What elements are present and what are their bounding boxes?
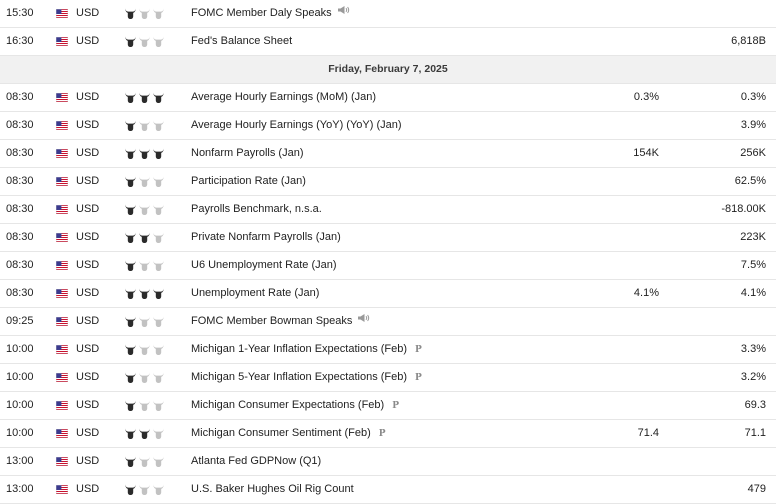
event-time: 08:30 bbox=[6, 91, 34, 103]
importance-rating bbox=[124, 231, 165, 244]
event-actual bbox=[560, 28, 659, 55]
bull-icon bbox=[124, 231, 137, 244]
importance-rating bbox=[124, 315, 165, 328]
event-time: 09:25 bbox=[6, 315, 34, 327]
event-name-cell[interactable] bbox=[191, 336, 422, 363]
bull-icon bbox=[138, 35, 151, 48]
bull-icon bbox=[138, 455, 151, 468]
event-currency: USD bbox=[76, 455, 100, 467]
event-name-cell[interactable] bbox=[191, 252, 337, 279]
bull-icon bbox=[124, 399, 137, 412]
event-actual bbox=[560, 392, 659, 419]
bull-icon bbox=[124, 35, 137, 48]
event-name-cell[interactable] bbox=[191, 476, 354, 503]
event-name[interactable]: FOMC Member Bowman Speaks bbox=[191, 315, 353, 327]
us-flag-icon bbox=[56, 177, 68, 186]
event-time: 08:30 bbox=[6, 175, 34, 187]
event-name-cell[interactable] bbox=[191, 28, 292, 55]
us-flag-icon bbox=[56, 93, 68, 102]
bull-icon bbox=[152, 315, 165, 328]
event-time: 08:30 bbox=[6, 203, 34, 215]
bull-icon bbox=[124, 91, 137, 104]
event-currency: USD bbox=[76, 7, 100, 19]
bull-icon bbox=[124, 7, 137, 20]
event-time: 08:30 bbox=[6, 231, 34, 243]
importance-rating bbox=[124, 371, 165, 384]
event-name[interactable]: Michigan Consumer Expectations (Feb) bbox=[191, 399, 385, 411]
bull-icon bbox=[124, 343, 137, 356]
event-row[interactable] bbox=[0, 0, 776, 28]
bull-icon bbox=[124, 147, 137, 160]
event-row[interactable] bbox=[0, 84, 776, 112]
event-time: 10:00 bbox=[6, 371, 34, 383]
bull-icon bbox=[138, 371, 151, 384]
event-time: 15:30 bbox=[6, 7, 34, 19]
bull-icon bbox=[138, 259, 151, 272]
event-row[interactable] bbox=[0, 336, 776, 364]
event-name[interactable]: FOMC Member Daly Speaks bbox=[191, 7, 332, 19]
event-name-cell[interactable] bbox=[191, 168, 306, 195]
event-time: 08:30 bbox=[6, 147, 34, 159]
event-name[interactable]: U6 Unemployment Rate (Jan) bbox=[191, 259, 337, 271]
importance-rating bbox=[124, 287, 165, 300]
event-name-cell[interactable] bbox=[191, 308, 371, 335]
event-previous: 3.9% bbox=[740, 119, 766, 131]
event-actual: 0.3% bbox=[633, 91, 659, 103]
event-name[interactable]: Unemployment Rate (Jan) bbox=[191, 287, 320, 299]
importance-rating bbox=[124, 203, 165, 216]
event-time: 10:00 bbox=[6, 399, 34, 411]
event-row[interactable] bbox=[0, 420, 776, 448]
event-name[interactable]: Michigan Consumer Sentiment (Feb) bbox=[191, 427, 371, 439]
importance-rating bbox=[124, 483, 165, 496]
event-row[interactable] bbox=[0, 112, 776, 140]
preliminary-icon: P bbox=[415, 373, 422, 383]
event-row[interactable] bbox=[0, 448, 776, 476]
event-actual bbox=[560, 476, 659, 503]
event-name-cell[interactable] bbox=[191, 364, 422, 391]
event-previous: -818.00K bbox=[721, 203, 766, 215]
event-name-cell[interactable] bbox=[191, 0, 351, 27]
bull-icon bbox=[138, 231, 151, 244]
event-previous: 7.5% bbox=[740, 259, 766, 271]
bull-icon bbox=[152, 287, 165, 300]
event-previous bbox=[660, 308, 766, 335]
event-actual bbox=[560, 112, 659, 139]
bull-icon bbox=[152, 427, 165, 440]
event-actual bbox=[560, 364, 659, 391]
bull-icon bbox=[124, 203, 137, 216]
importance-rating bbox=[124, 175, 165, 188]
event-row[interactable] bbox=[0, 196, 776, 224]
bull-icon bbox=[138, 315, 151, 328]
event-currency: USD bbox=[76, 203, 100, 215]
event-currency: USD bbox=[76, 259, 100, 271]
bull-icon bbox=[152, 35, 165, 48]
bull-icon bbox=[138, 119, 151, 132]
event-row[interactable] bbox=[0, 168, 776, 196]
bull-icon bbox=[138, 7, 151, 20]
event-name-cell[interactable] bbox=[191, 448, 321, 475]
importance-rating bbox=[124, 343, 165, 356]
date-header-label: Friday, February 7, 2025 bbox=[328, 63, 448, 75]
event-currency: USD bbox=[76, 399, 100, 411]
event-name-cell[interactable] bbox=[191, 196, 322, 223]
event-name[interactable]: U.S. Baker Hughes Oil Rig Count bbox=[191, 483, 354, 495]
event-currency: USD bbox=[76, 119, 100, 131]
bull-icon bbox=[124, 287, 137, 300]
preliminary-icon: P bbox=[415, 345, 422, 355]
event-previous: 479 bbox=[747, 483, 766, 495]
event-name[interactable]: Michigan 1-Year Inflation Expectations (Feb) bbox=[191, 343, 408, 355]
speaker-icon bbox=[337, 0, 351, 26]
bull-icon bbox=[152, 231, 165, 244]
event-time: 16:30 bbox=[6, 35, 34, 47]
us-flag-icon bbox=[56, 457, 68, 466]
event-row[interactable] bbox=[0, 392, 776, 420]
bull-icon bbox=[138, 91, 151, 104]
event-actual: 4.1% bbox=[633, 287, 659, 299]
bull-icon bbox=[124, 455, 137, 468]
importance-rating bbox=[124, 455, 165, 468]
bull-icon bbox=[152, 399, 165, 412]
event-previous: 4.1% bbox=[740, 287, 766, 299]
preliminary-icon: P bbox=[378, 429, 386, 439]
bull-icon bbox=[124, 483, 137, 496]
event-actual bbox=[560, 448, 659, 475]
event-currency: USD bbox=[76, 175, 100, 187]
importance-rating bbox=[124, 35, 165, 48]
event-name[interactable]: Average Hourly Earnings (MoM) (Jan) bbox=[191, 91, 377, 103]
event-row[interactable] bbox=[0, 308, 776, 336]
importance-rating bbox=[124, 91, 165, 104]
event-previous bbox=[660, 448, 766, 475]
bull-icon bbox=[138, 175, 151, 188]
event-currency: USD bbox=[76, 287, 100, 299]
bull-icon bbox=[152, 91, 165, 104]
importance-rating bbox=[124, 259, 165, 272]
event-time: 08:30 bbox=[6, 287, 34, 299]
bull-icon bbox=[152, 371, 165, 384]
event-row[interactable] bbox=[0, 140, 776, 168]
bull-icon bbox=[138, 147, 151, 160]
bull-icon bbox=[124, 371, 137, 384]
importance-rating bbox=[124, 427, 165, 440]
event-previous: 3.2% bbox=[740, 371, 766, 383]
us-flag-icon bbox=[56, 345, 68, 354]
us-flag-icon bbox=[56, 261, 68, 270]
event-name-cell[interactable] bbox=[191, 280, 319, 307]
bull-icon bbox=[152, 7, 165, 20]
event-row[interactable] bbox=[0, 28, 776, 56]
us-flag-icon bbox=[56, 485, 68, 494]
event-currency: USD bbox=[76, 315, 100, 327]
event-actual bbox=[560, 336, 659, 363]
event-time: 13:00 bbox=[6, 455, 34, 467]
bull-icon bbox=[124, 175, 137, 188]
event-name[interactable]: Nonfarm Payrolls (Jan) bbox=[191, 147, 304, 159]
bull-icon bbox=[138, 343, 151, 356]
event-time: 08:30 bbox=[6, 259, 34, 271]
event-currency: USD bbox=[76, 371, 100, 383]
bull-icon bbox=[124, 427, 137, 440]
event-previous: 256K bbox=[740, 147, 766, 159]
event-name-cell[interactable] bbox=[191, 392, 399, 419]
us-flag-icon bbox=[56, 317, 68, 326]
event-name-cell[interactable] bbox=[191, 140, 303, 167]
event-actual bbox=[560, 0, 659, 27]
event-actual bbox=[560, 308, 659, 335]
event-currency: USD bbox=[76, 483, 100, 495]
event-name[interactable]: Atlanta Fed GDPNow (Q1) bbox=[191, 455, 322, 467]
event-time: 10:00 bbox=[6, 427, 34, 439]
importance-rating bbox=[124, 147, 165, 160]
event-previous: 3.3% bbox=[740, 343, 766, 355]
event-row[interactable] bbox=[0, 476, 776, 504]
event-previous: 6,818B bbox=[731, 35, 766, 47]
event-previous: 71.1 bbox=[744, 427, 766, 439]
event-time: 08:30 bbox=[6, 119, 34, 131]
bull-icon bbox=[138, 203, 151, 216]
bull-icon bbox=[138, 427, 151, 440]
event-previous: 0.3% bbox=[740, 91, 766, 103]
event-name-cell[interactable] bbox=[191, 224, 341, 251]
event-name-cell[interactable] bbox=[191, 84, 376, 111]
importance-rating bbox=[124, 7, 165, 20]
event-actual bbox=[560, 224, 659, 251]
bull-icon bbox=[124, 119, 137, 132]
bull-icon bbox=[152, 259, 165, 272]
us-flag-icon bbox=[56, 37, 68, 46]
bull-icon bbox=[152, 455, 165, 468]
event-name[interactable]: Average Hourly Earnings (YoY) (YoY) (Jan) bbox=[191, 119, 402, 131]
event-currency: USD bbox=[76, 147, 100, 159]
us-flag-icon bbox=[56, 9, 68, 18]
event-previous: 223K bbox=[740, 231, 766, 243]
bull-icon bbox=[152, 175, 165, 188]
event-name[interactable]: Michigan 5-Year Inflation Expectations (Feb) bbox=[191, 371, 408, 383]
event-name-cell[interactable] bbox=[191, 112, 402, 139]
us-flag-icon bbox=[56, 149, 68, 158]
preliminary-icon: P bbox=[392, 401, 399, 411]
us-flag-icon bbox=[56, 289, 68, 298]
event-time: 10:00 bbox=[6, 343, 34, 355]
event-row[interactable] bbox=[0, 280, 776, 308]
bull-icon bbox=[138, 287, 151, 300]
event-actual bbox=[560, 252, 659, 279]
event-previous: 62.5% bbox=[734, 175, 766, 187]
event-actual: 154K bbox=[633, 147, 659, 159]
speaker-icon bbox=[357, 307, 371, 334]
event-name[interactable]: Participation Rate (Jan) bbox=[191, 175, 306, 187]
date-header-row bbox=[0, 56, 776, 84]
event-actual: 71.4 bbox=[637, 427, 659, 439]
bull-icon bbox=[124, 259, 137, 272]
bull-icon bbox=[138, 399, 151, 412]
event-name-cell[interactable] bbox=[191, 420, 386, 447]
event-name[interactable]: Private Nonfarm Payrolls (Jan) bbox=[191, 231, 341, 243]
event-row[interactable] bbox=[0, 364, 776, 392]
bull-icon bbox=[124, 315, 137, 328]
event-currency: USD bbox=[76, 231, 100, 243]
event-name[interactable]: Payrolls Benchmark, n.s.a. bbox=[191, 203, 322, 215]
us-flag-icon bbox=[56, 401, 68, 410]
event-row[interactable] bbox=[0, 224, 776, 252]
importance-rating bbox=[124, 119, 165, 132]
event-row[interactable] bbox=[0, 252, 776, 280]
bull-icon bbox=[152, 483, 165, 496]
event-actual bbox=[560, 196, 659, 223]
event-time: 13:00 bbox=[6, 483, 34, 495]
event-previous: 69.3 bbox=[744, 399, 766, 411]
bull-icon bbox=[152, 147, 165, 160]
us-flag-icon bbox=[56, 373, 68, 382]
importance-rating bbox=[124, 399, 165, 412]
bull-icon bbox=[138, 483, 151, 496]
event-currency: USD bbox=[76, 91, 100, 103]
event-name[interactable]: Fed's Balance Sheet bbox=[191, 35, 293, 47]
event-currency: USD bbox=[76, 343, 100, 355]
us-flag-icon bbox=[56, 205, 68, 214]
us-flag-icon bbox=[56, 233, 68, 242]
event-currency: USD bbox=[76, 427, 100, 439]
us-flag-icon bbox=[56, 121, 68, 130]
event-actual bbox=[560, 168, 659, 195]
event-previous bbox=[660, 0, 766, 27]
bull-icon bbox=[152, 119, 165, 132]
bull-icon bbox=[152, 203, 165, 216]
event-currency: USD bbox=[76, 35, 100, 47]
bull-icon bbox=[152, 343, 165, 356]
us-flag-icon bbox=[56, 429, 68, 438]
